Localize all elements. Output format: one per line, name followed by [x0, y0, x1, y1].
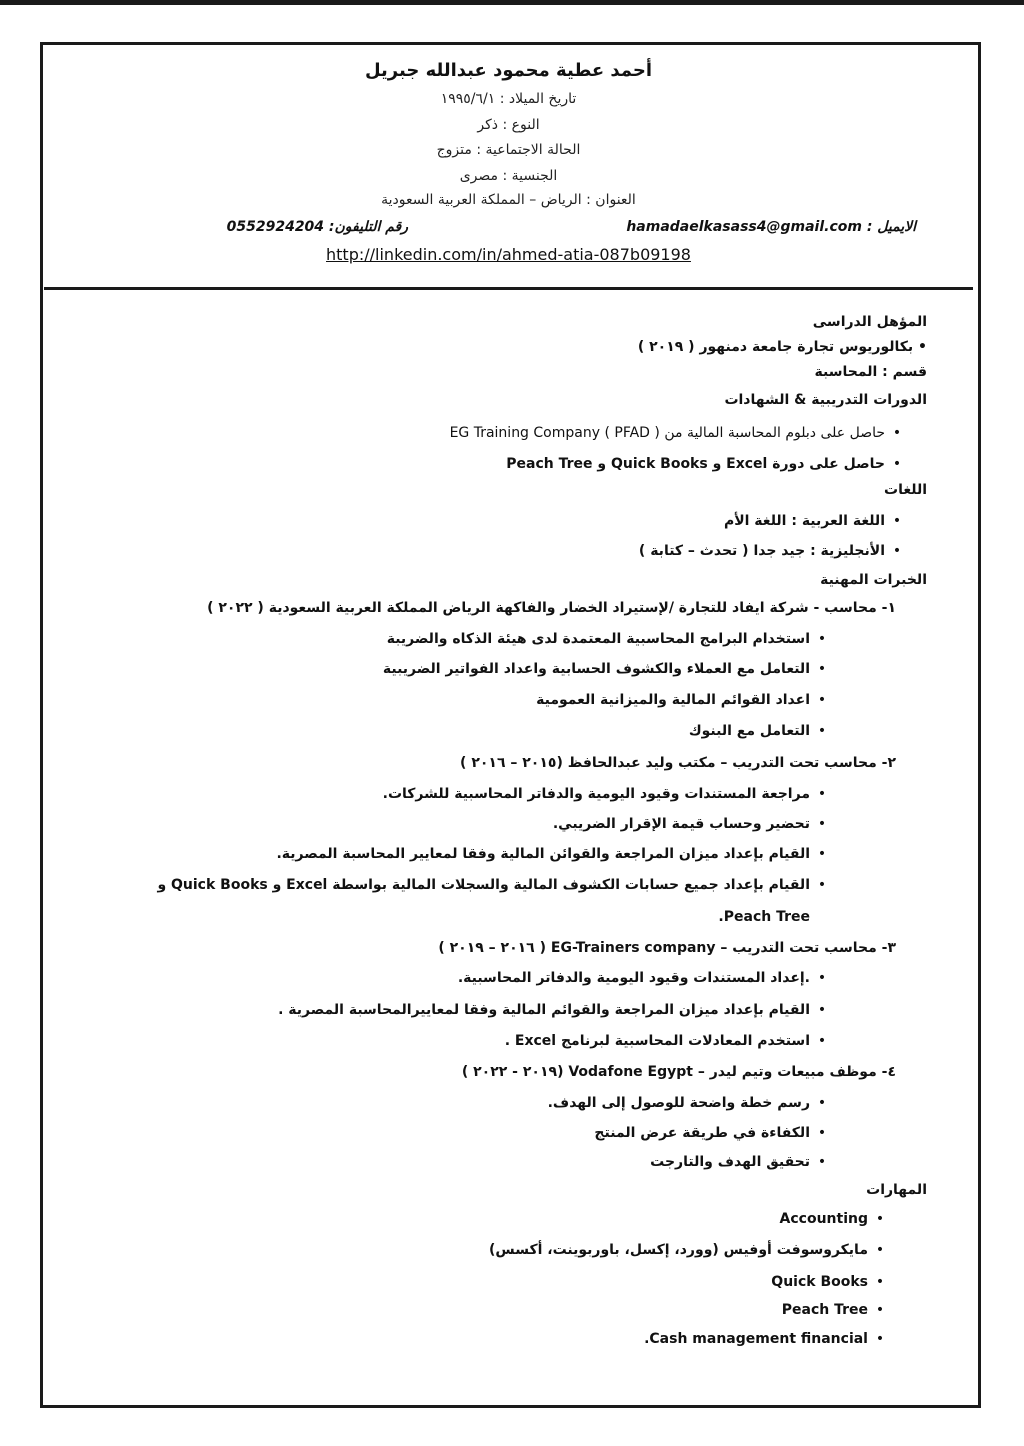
- header-divider: [44, 287, 973, 290]
- courses-title: الدورات التدريبية & الشهادات: [724, 392, 927, 408]
- education-title: المؤهل الدراسى: [812, 314, 927, 330]
- email-label: الايميل :: [866, 219, 916, 235]
- job-duty: [536, 692, 834, 708]
- course-item: [506, 456, 909, 472]
- job-duty-text: مراجعة المستندات وقيود اليومية والدفاتر المحاسبية للشركات.: [382, 786, 810, 802]
- job-title: [460, 755, 896, 771]
- skill-item: [782, 1302, 892, 1318]
- bullet-icon: •: [892, 543, 902, 559]
- job-duty: [553, 816, 834, 832]
- job-title: [462, 1064, 896, 1080]
- job-number: ٢-: [881, 755, 896, 771]
- skill-text: Cash management financial.: [644, 1331, 868, 1347]
- job-title-text: موظف مبيعات وتيم ليدر – Vodafone Egypt (٢٠١٩ - ٢٠٢٢ ): [461, 1064, 877, 1080]
- job-duty-text: التعامل مع العملاء والكشوف الحسابية واعداد الفواتير الضريبية: [382, 661, 810, 677]
- language-item: [724, 513, 909, 529]
- job-duty: [383, 661, 834, 677]
- job-duty-continuation: Peach Tree.: [718, 909, 810, 925]
- job-duty-text: الكفاءة في طريقة عرض المنتج: [594, 1125, 810, 1141]
- address: العنوان : الرياض – المملكة العربية السعودية: [381, 192, 636, 208]
- job-duty-text: .إعداد المستندات وقيود اليومية والدفاتر المحاسبية.: [457, 970, 810, 986]
- top-border: [0, 0, 1024, 5]
- bullet-icon: •: [817, 692, 827, 708]
- job-duty: [278, 1002, 834, 1018]
- job-number: ٤-: [881, 1064, 896, 1080]
- bullet-icon: •: [817, 1095, 827, 1111]
- job-duty: [594, 1125, 834, 1141]
- job-duty-text: تحقيق الهدف والتارجت: [650, 1154, 810, 1170]
- skill-item: [780, 1211, 892, 1227]
- job-title-text: محاسب تحت التدريب – مكتب وليد عبدالحافظ (٢٠١٥ – ٢٠١٦ ): [460, 755, 877, 771]
- bullet-icon: •: [817, 786, 827, 802]
- job-duty: [458, 970, 834, 986]
- bullet-icon: •: [817, 877, 827, 893]
- skill-text: Quick Books: [771, 1274, 868, 1290]
- bullet-icon: •: [817, 631, 827, 647]
- job-duty: [383, 786, 834, 802]
- bullet-icon: •: [892, 456, 902, 472]
- nationality: الجنسية : مصرى: [459, 168, 558, 184]
- job-duty-text: القيام بإعداد ميزان المراجعة والقوائن المالية وفقا لمعايير المحاسبة المصرية.: [276, 846, 810, 862]
- candidate-name: أحمد عطية محمود عبدالله جبريل: [364, 60, 653, 81]
- skill-text: Peach Tree: [781, 1302, 868, 1318]
- skills-title: المهارات: [866, 1182, 927, 1198]
- bullet-icon: •: [875, 1274, 885, 1290]
- job-duty: [387, 631, 834, 647]
- bullet-icon: •: [817, 661, 827, 677]
- job-duty-text: استخدم المعادلات المحاسبية لبرنامج Excel .: [504, 1033, 810, 1049]
- skill-item: [771, 1274, 892, 1290]
- job-duty: [548, 1095, 834, 1111]
- birth-date: تاريخ الميلاد : ١٩٩٥/٦/١: [440, 91, 577, 107]
- bullet-icon: •: [817, 1125, 827, 1141]
- job-title-text: محاسب - شركة ايفاد للتجارة /لإستيراد الخضار والفاكهة الرياض المملكة العربية السعودية ( ٢٠٢٢ ): [207, 600, 877, 616]
- experience-title: الخبرات المهنية: [820, 572, 927, 588]
- email-line: [626, 219, 916, 235]
- job-duty: [689, 723, 834, 739]
- job-title: [207, 600, 896, 616]
- education-department: قسم : المحاسبة: [814, 364, 927, 380]
- job-number: ١-: [881, 600, 896, 616]
- gender: النوع : ذكر: [477, 117, 540, 133]
- bullet-icon: •: [875, 1211, 885, 1227]
- course-text: حاصل على دبلوم المحاسبة المالية من ( PFAD ) EG Training Company: [449, 425, 885, 441]
- email-address[interactable]: hamadaelkasass4@gmail.com: [626, 219, 862, 235]
- skill-text: Accounting: [779, 1211, 868, 1227]
- course-text: حاصل على دورة Excel و Quick Books و Peach Tree: [506, 456, 885, 472]
- marital-status: الحالة الاجتماعية : متزوج: [436, 142, 581, 158]
- bullet-icon: •: [817, 970, 827, 986]
- languages-title: اللغات: [884, 482, 927, 498]
- skill-item: [489, 1242, 892, 1258]
- job-duty: [157, 877, 834, 893]
- bullet-icon: •: [875, 1302, 885, 1318]
- job-title-text: محاسب تحت التدريب – EG-Trainers company ( ٢٠١٦ – ٢٠١٩ ): [438, 940, 877, 956]
- education-degree: • بكالوريوس تجارة جامعة دمنهور ( ٢٠١٩ ): [637, 339, 927, 355]
- bullet-icon: •: [892, 513, 902, 529]
- bullet-icon: •: [817, 1154, 827, 1170]
- job-duty-text: القيام بإعداد جميع حسابات الكشوف المالية والسجلات المالية بواسطة Excel و Quick Books و: [157, 877, 810, 893]
- job-number: ٣-: [881, 940, 896, 956]
- language-item: [639, 543, 909, 559]
- bullet-icon: •: [817, 1002, 827, 1018]
- bullet-icon: •: [875, 1242, 885, 1258]
- bullet-icon: •: [875, 1331, 885, 1347]
- bullet-icon: •: [817, 816, 827, 832]
- job-duty-text: استخدام البرامج المحاسبية المعتمدة لدى هيئة الذكاه والضريبة: [386, 631, 810, 647]
- bullet-icon: •: [817, 846, 827, 862]
- phone-line: [227, 219, 408, 235]
- job-duty-text: رسم خطة واضحة للوصول إلى الهدف.: [547, 1095, 810, 1111]
- language-text: الأنجليزية : جيد جدا ( تحدث – كتابة ): [638, 543, 885, 559]
- bullet-icon: •: [817, 1033, 827, 1049]
- phone-label: رقم التليفون:: [328, 219, 408, 235]
- course-item: [450, 425, 909, 441]
- job-duty-text: اعداد القوائم المالية والميزانية العمومية: [536, 692, 810, 708]
- phone-number: 0552924204: [226, 219, 325, 235]
- skill-item: [644, 1331, 892, 1347]
- job-title: [438, 940, 896, 956]
- bullet-icon: •: [817, 723, 827, 739]
- job-duty: [505, 1033, 834, 1049]
- language-text: اللغة العربية : اللغة الأم: [723, 513, 885, 529]
- skill-text: مايكروسوفت أوفيس (وورد، إكسل، باوربوينت، أكسس): [489, 1242, 868, 1258]
- linkedin-link[interactable]: http://linkedin.com/in/ahmed-atia-087b09198: [326, 245, 691, 264]
- job-duty-text: التعامل مع البنوك: [688, 723, 810, 739]
- job-duty-text: القيام بإعداد ميزان المراجعة والقوائم المالية وفقا لمعاييرالمحاسبة المصرية .: [278, 1002, 810, 1018]
- job-duty: [650, 1154, 834, 1170]
- job-duty: [276, 846, 834, 862]
- job-duty-text: تحضير وحساب قيمة الإقرار الضريبي.: [552, 816, 810, 832]
- bullet-icon: •: [892, 425, 902, 441]
